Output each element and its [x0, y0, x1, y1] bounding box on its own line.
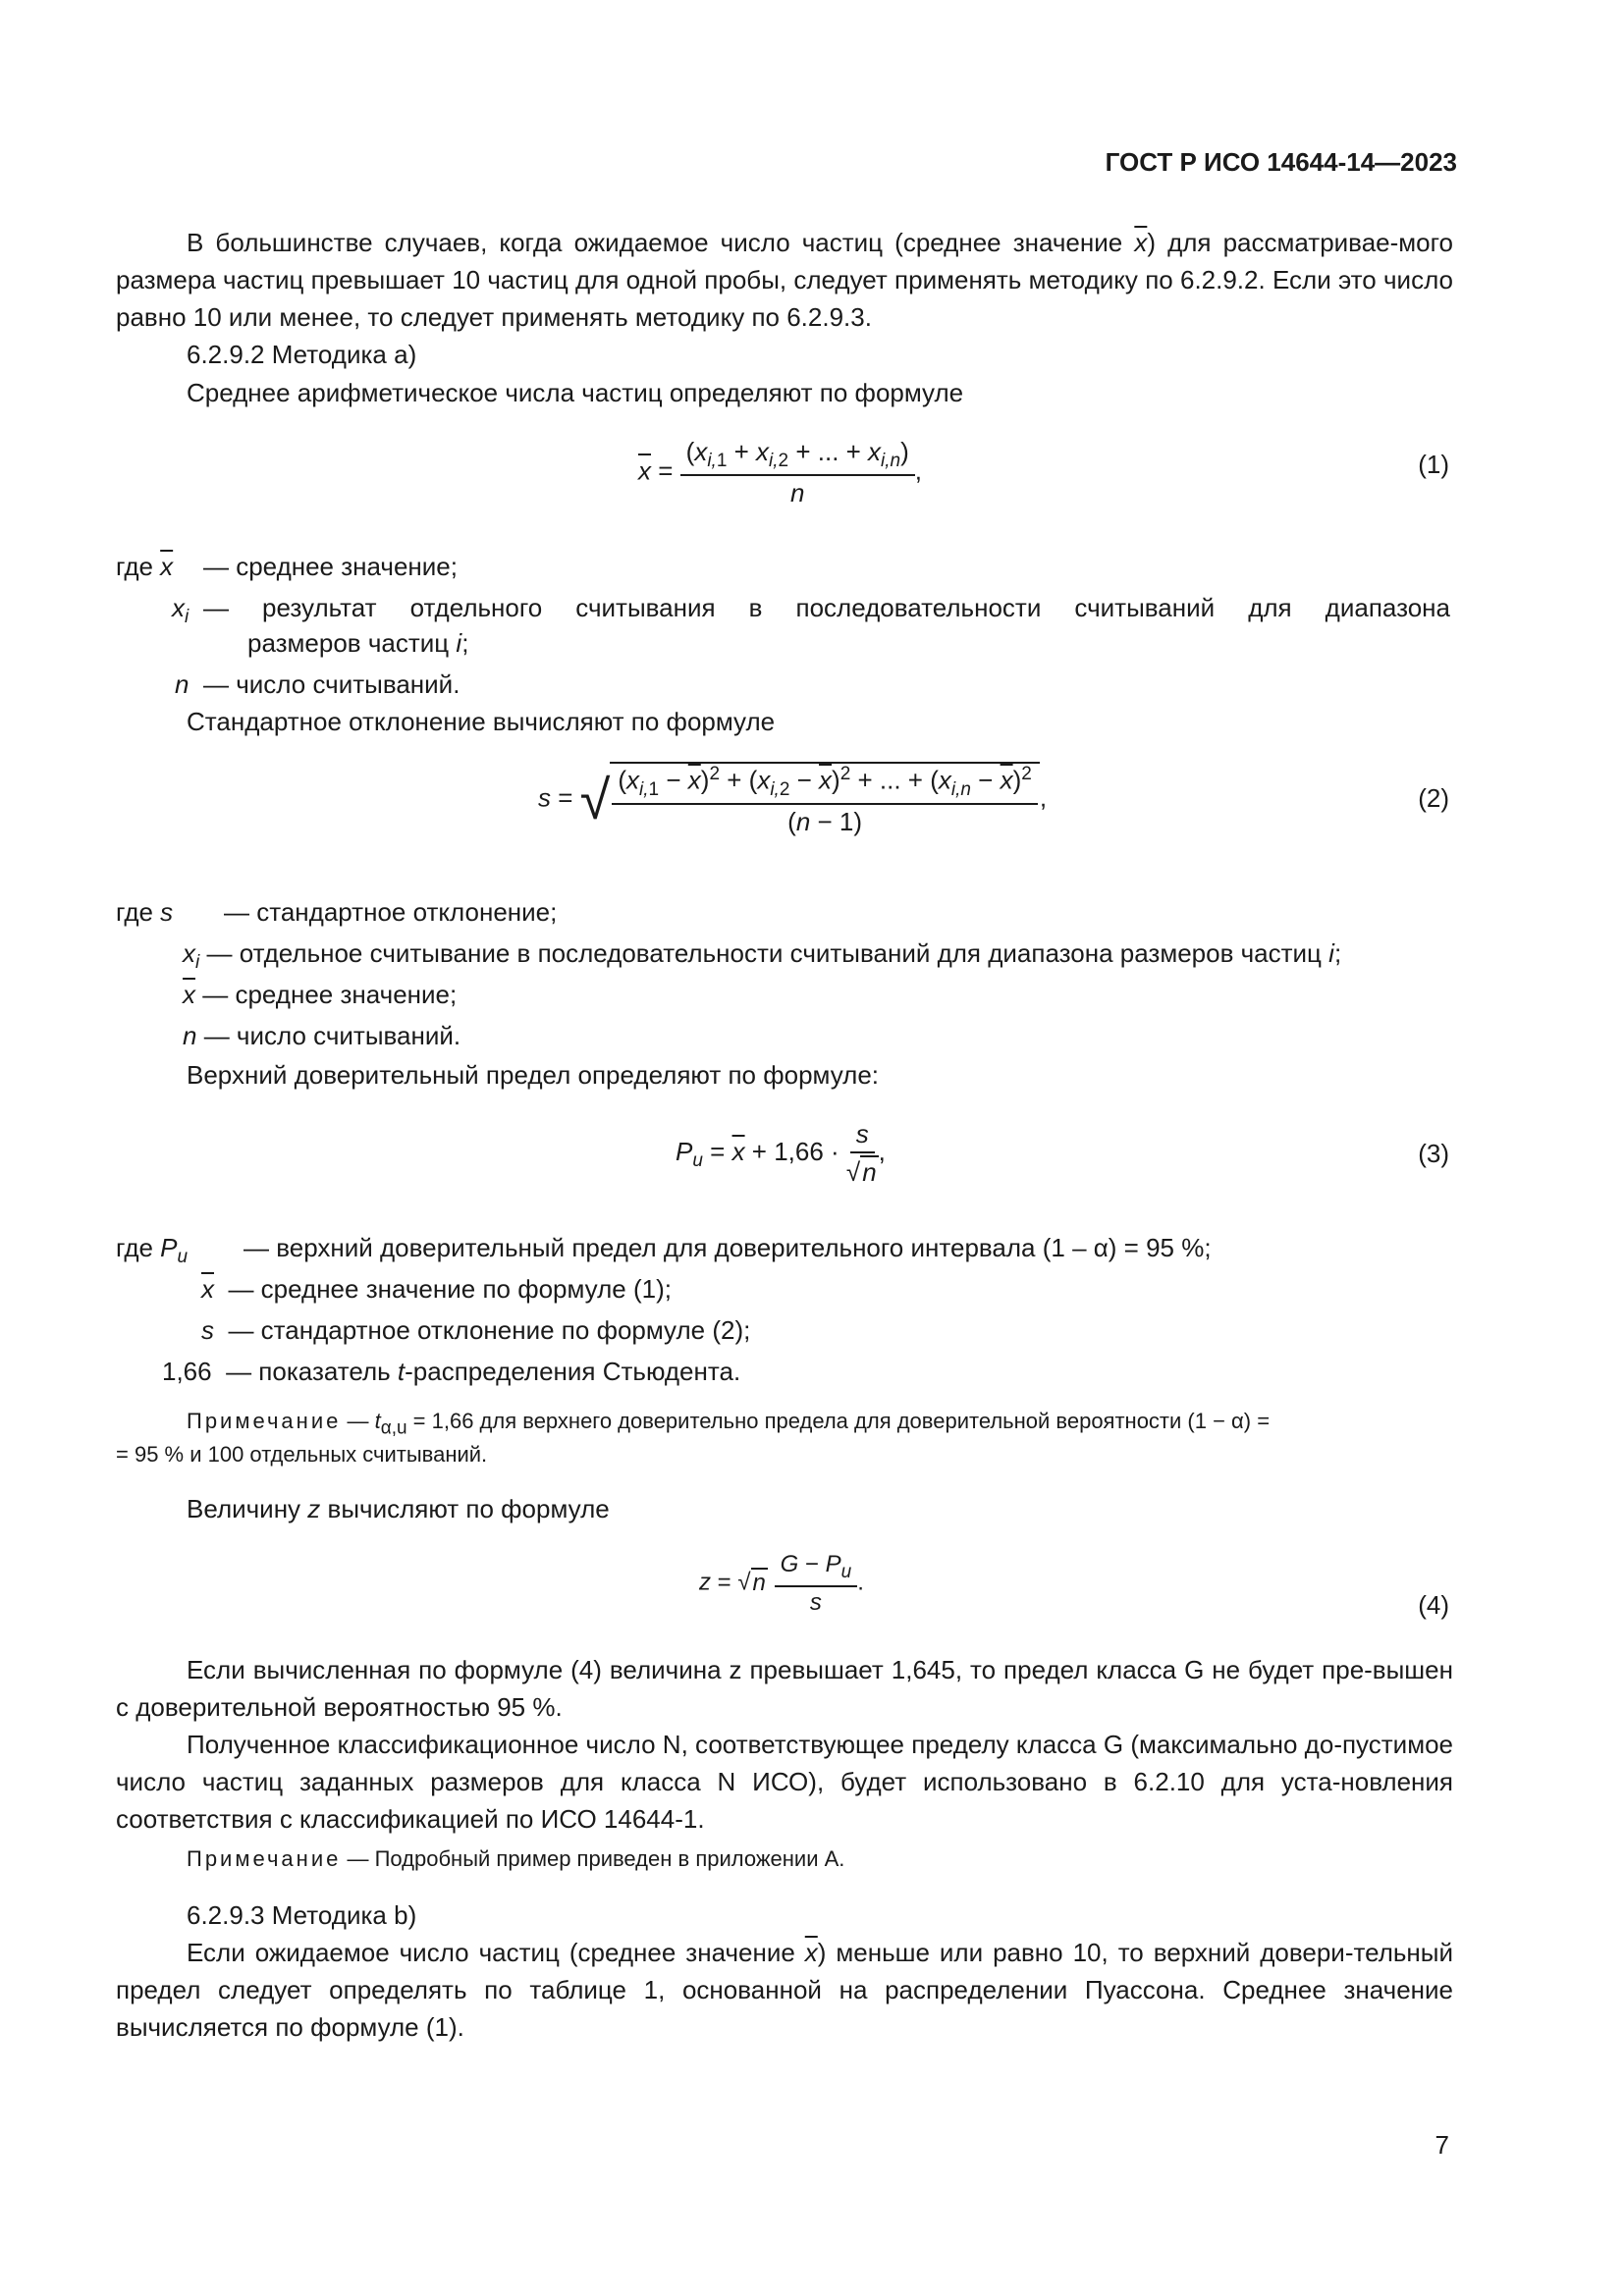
where2-mean-desc: $\overline{x}$ — среднее значение; [183, 980, 458, 1009]
formula-4: z = √n $\frac{G - P_u}{s}$ . [699, 1551, 864, 1616]
where-label-2: где s [116, 897, 174, 927]
where-xi-desc-cont: размеров частиц i; [247, 628, 469, 658]
formula-2: s = √ $\frac{(x_{i,1} - \overline{x})^2 + (x_{i,2} - \overline{x})^2 + ... + (x_{i,n} - \overline{x})^2}{(n - 1)}$ , [538, 764, 1048, 836]
where-mean-desc: — среднее значение; [203, 552, 458, 581]
paragraph-z-intro: Величину z вычисляют по формуле [187, 1494, 610, 1523]
equation-number-1: (1) [1418, 450, 1449, 479]
equation-number-3: (3) [1418, 1139, 1449, 1168]
where3-mean-desc: $\overline{x}$ — среднее значение по формуле (1); [201, 1274, 672, 1304]
where3-s-desc: s — стандартное отклонение по формуле (2); [201, 1315, 751, 1345]
section-6-2-9-2: 6.2.9.2 Методика а) [187, 340, 417, 369]
where-xi-desc: — результат отдельного считывания в последовательности считываний для диапазона [203, 593, 1450, 622]
where-n-symbol: n [175, 669, 189, 699]
formula-1: $\overline{x}$ = $\frac{(x_{i,1} + x_{i,2} + ... + x_{i,n})}{n}$ , [638, 437, 923, 508]
page-number: 7 [1435, 2130, 1449, 2160]
section-6-2-9-3: 6.2.9.3 Методика b) [187, 1900, 417, 1930]
note-1-cont: = 95 % и 100 отдельных считываний. [116, 1442, 488, 1467]
paragraph-z-result: Если вычисленная по формуле (4) величина z превышает 1,645, то предел класса G не будет пре-вышен с доверительной вероятностью 95 %. [116, 1655, 1453, 1722]
note-2: Примечание — Подробный пример приведен в приложении А. [187, 1846, 845, 1871]
paragraph-mean-formula-intro: Среднее арифметическое числа частиц определяют по формуле [187, 378, 964, 407]
equation-number-4: (4) [1418, 1590, 1449, 1620]
where-xi-symbol: $x_i$ [172, 593, 189, 628]
where-label-3: где $P_u$ [116, 1233, 189, 1268]
mean-symbol: $\overline{x}$ [1134, 228, 1148, 257]
equation-number-2: (2) [1418, 783, 1449, 813]
note-1: Примечание — $t_{\alpha,u} = 1,66$ для верхнего доверительно предела для доверительной вероятности (1 − α) = [187, 1409, 1271, 1439]
document-header: ГОСТ Р ИСО 14644-14—2023 [1105, 147, 1457, 177]
where2-n-desc: n — число считываний. [183, 1021, 461, 1050]
where-label-1: где $\overline{x}$ [116, 552, 174, 581]
where-n-desc: — число считываний. [203, 669, 460, 699]
formula-3: $P_u = \overline{x} + 1,66$ · $\frac{s}{√n}$ , [676, 1119, 886, 1187]
paragraph-classification: Полученное классификационное число N, соответствующее пределу класса G (максимально до-пустимое число частиц заданных размеров для класса N ИСО), будет использовано в 6.2.10 для уста-новления соответствия с классификацией по ИСО 14644-1. [116, 1730, 1453, 1834]
where2-xi-desc: $x_i$ — отдельное считывание в последовательности считываний для диапазона размеров частиц i; [183, 938, 1342, 974]
paragraph-std-formula-intro: Стандартное отклонение вычисляют по формуле [187, 707, 776, 736]
where-pu-desc: — верхний доверительный предел для доверительного интервала (1 – α) = 95 %; [244, 1233, 1212, 1262]
paragraph-method-b: Если ожидаемое число частиц (среднее значение $\overline{x}$) меньше или равно 10, то верхний довери-тельный предел следует определять по таблице 1, основанной на распределении Пуассона. Среднее значение вычисляется по формуле (1). [116, 1938, 1453, 2042]
paragraph-upper-limit-intro: Верхний доверительный предел определяют по формуле: [187, 1060, 879, 1090]
where3-k-desc: 1,66 — показатель t-распределения Стьюдента. [162, 1357, 741, 1386]
paragraph-intro: В большинстве случаев, когда ожидаемое число частиц (среднее значение $\overline{x}$) для рассматривае-мого размера частиц превышает 10 частиц для одной пробы, следует применять методику по 6.2.9.2. Если это число равно 10 или менее, то следует применять методику по 6.2.9.3. [116, 228, 1453, 332]
where-s-desc: — стандартное отклонение; [224, 897, 558, 927]
